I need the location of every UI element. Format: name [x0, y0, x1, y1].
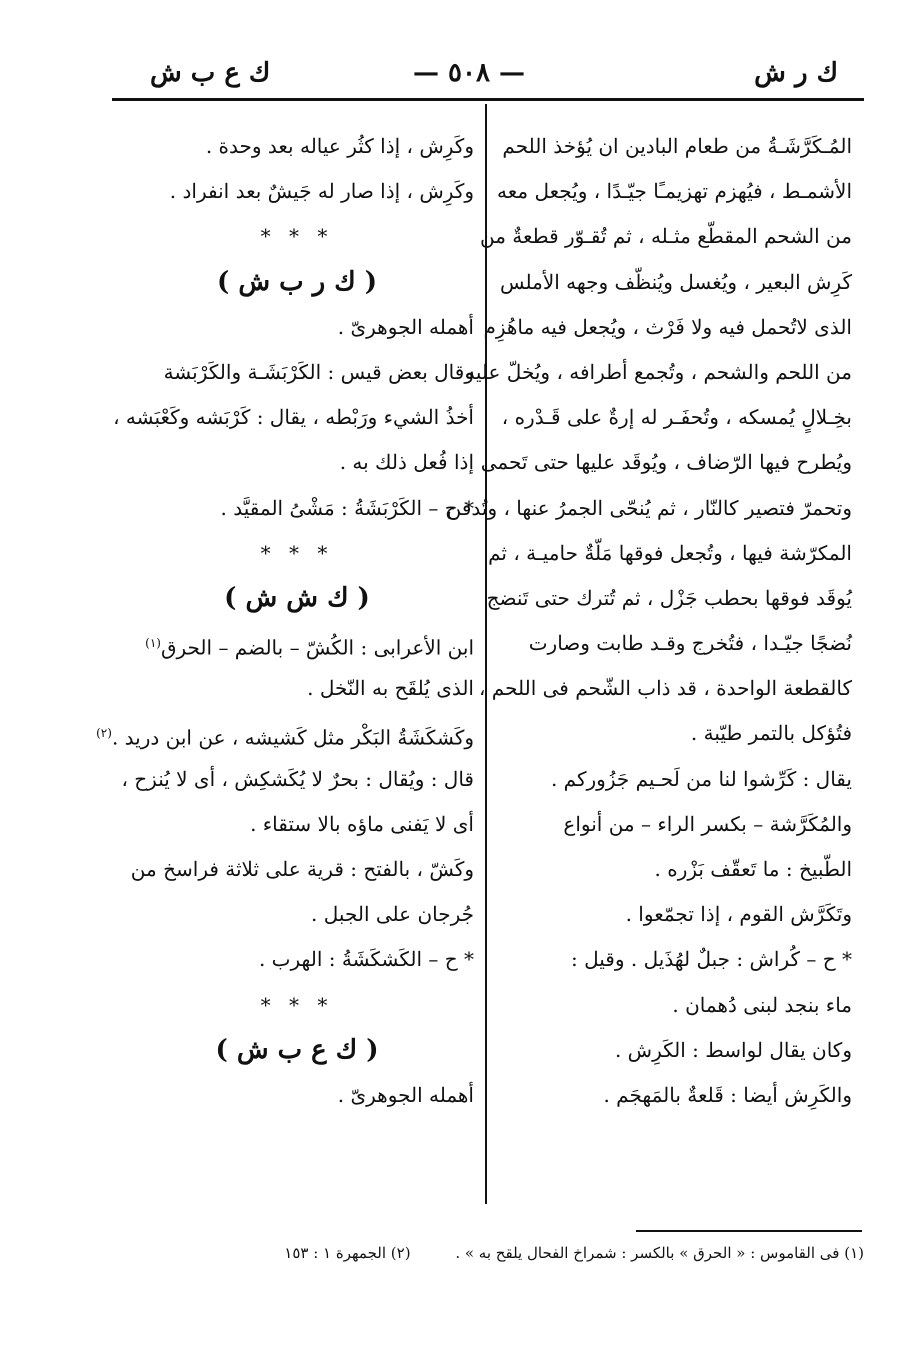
text-line	[120, 486, 474, 531]
text-line	[120, 621, 474, 666]
text-line	[120, 305, 474, 350]
line-text: الذى يُلقَح به النّخل .	[307, 676, 474, 701]
header-left-root: ك ع ب ش	[150, 58, 271, 88]
column-divider	[485, 104, 487, 1204]
line-text: * * *	[260, 540, 334, 565]
footnote-marker: (١)	[145, 636, 161, 651]
line-text: نُضجًا جيّـدا ، فتُخرج وقـد طابت وصارت	[528, 631, 852, 656]
line-text: * * *	[260, 992, 334, 1017]
line-text: ويُطرح فيها الرّضاف ، ويُوقَد عليها حتى تَحمى	[480, 450, 852, 475]
text-line	[500, 1073, 852, 1118]
text-line	[500, 395, 852, 440]
text-line	[500, 802, 852, 847]
text-line	[500, 983, 852, 1028]
line-text: وتحمرّ فتصير كالنّار ، ثم يُنحّى الجمرُ عنها ، وتُدفن	[446, 495, 852, 520]
line-text: * * *	[260, 224, 334, 249]
line-text: * ح – كُراش : جبلٌ لهُذَيل . وقيل :	[571, 947, 852, 972]
header-right-root: ك ر ش	[754, 58, 838, 88]
text-line	[120, 1073, 474, 1118]
line-text: أى لا يَفنى ماؤه بالا ستقاء .	[250, 811, 474, 836]
line-text: الأشمـط ، فيُهزم تهزيمـًا جيّـدًا ، ويُجعل معه	[497, 179, 852, 204]
entry-heading	[120, 260, 474, 305]
text-line	[500, 621, 852, 666]
header-rule	[112, 98, 864, 101]
text-line	[96, 711, 474, 756]
text-line	[120, 169, 474, 214]
text-line	[465, 350, 852, 395]
line-text: يقال : كَرِّشوا لنا من لَحـيم جَزُوركم .	[550, 766, 852, 791]
line-text: وكان يقال لواسط : الكَرِش .	[614, 1037, 852, 1062]
right-column	[446, 124, 852, 1118]
text-line	[483, 305, 852, 350]
line-text: ماء بنجد لبنى دُهمان .	[672, 992, 852, 1017]
line-text: أهمله الجوهرىّ .	[337, 314, 474, 339]
text-line	[480, 214, 852, 259]
text-line	[500, 937, 852, 982]
text-line	[480, 440, 852, 485]
line-text: وكَشكَشَةُ البَكْر مثل كَشيشه ، عن ابن دريد .	[111, 726, 474, 751]
line-text: ( ك ر ب ش )	[216, 266, 378, 297]
line-text: * ح – الكَرْبَشَةُ : مَشْىُ المقيَّد .	[220, 495, 474, 520]
line-text: وكَرِش ، إذا صار له جَيشٌ بعد انفراد .	[169, 179, 474, 204]
line-text: فتُؤكل بالتمر طيّبة .	[690, 721, 852, 746]
line-text: ( ك ش ش )	[224, 582, 370, 613]
footnote-2: (٢) الجمهرة ١ : ١٥٣	[284, 1244, 411, 1262]
line-text: من الشحم المقطّع مثـله ، ثم تُقـوّر قطعةٌ من	[480, 224, 852, 249]
footnote-rule	[636, 1230, 862, 1232]
text-line	[120, 757, 474, 802]
line-text: إذا فُعل ذلك به .	[339, 450, 474, 475]
text-line	[120, 937, 474, 982]
section-separator	[120, 983, 474, 1028]
entry-heading	[120, 576, 474, 621]
line-text: يُوقَد فوقها بحطب جَزْل ، ثم تُترك حتى تَنضج	[486, 585, 852, 610]
line-text: كَرِش البعير ، ويُغسل ويُنظّف وجهه الأملس	[500, 269, 852, 294]
entry-heading	[120, 1028, 474, 1073]
text-line	[120, 892, 474, 937]
text-line	[120, 847, 474, 892]
page-number: — ٥٠٨ —	[412, 58, 526, 88]
footnote-1: (١) فى القاموس : « الحرق » بالكسر : شمراخ الفحال يلقح به » .	[455, 1244, 864, 1262]
text-line	[488, 531, 852, 576]
text-line	[500, 1028, 852, 1073]
text-line	[120, 124, 474, 169]
text-line	[120, 666, 474, 711]
text-line	[500, 892, 852, 937]
line-text: الذى لاتُحمل فيه ولا فَرْث ، ويُجعل فيه ماهُزِم	[483, 314, 852, 339]
line-text: والكَرِش أيضا : قَلعةٌ بالمَهجَم .	[603, 1082, 852, 1107]
line-text: وكَشّ ، بالفتح : قرية على ثلاثة فراسخ من	[130, 857, 474, 881]
text-line	[486, 576, 852, 621]
text-line	[113, 395, 474, 440]
section-separator	[120, 214, 474, 259]
line-text: قال : ويُقال : بحرٌ لا يُكَشكِش ، أى لا يُنزح ،	[121, 766, 474, 791]
line-text: أخذُ الشيء ورَبْطه ، يقال : كَرْبَشه وكَعْبَشه ،	[113, 405, 474, 430]
text-line	[478, 666, 852, 711]
line-text: وكَرِش ، إذا كثُر عياله بعد وحدة .	[205, 134, 474, 158]
text-line	[120, 802, 474, 847]
text-line	[446, 486, 852, 531]
line-text: ( ك ع ب ش )	[215, 1034, 379, 1065]
line-text: جُرجان على الجبل .	[311, 902, 474, 927]
line-text: ابن الأعرابى : الكُشّ – بالضم – الحرق	[160, 635, 474, 660]
text-line	[500, 124, 852, 169]
text-line	[500, 847, 852, 892]
line-text: من اللحم والشحم ، وتُجمع أطرافه ، ويُخلّ عليه	[465, 359, 852, 384]
line-text: المُـكَرَّشَـةُ من طعام البادين ان يُؤخذ اللحم	[502, 134, 852, 158]
text-line	[497, 169, 852, 214]
text-line	[120, 440, 474, 485]
text-line	[120, 350, 474, 395]
text-line	[500, 260, 852, 305]
line-text: أهمله الجوهرىّ .	[337, 1082, 474, 1107]
section-separator	[120, 531, 474, 576]
line-text: وقال بعض قيس : الكَرْبَشَـة والكَرْبَشة	[163, 359, 474, 384]
left-column	[96, 124, 474, 1118]
text-line	[500, 711, 852, 756]
line-text: كالقطعة الواحدة ، قد ذاب الشّحم فى اللحم ،	[478, 676, 852, 701]
line-text: والمُكَرَّشة – بكسر الراء – من أنواع	[563, 811, 852, 836]
line-text: المكرّشة فيها ، وتُجعل فوقها مَلّةٌ حاميـة ، ثم	[488, 540, 852, 565]
line-text: بخِـلالٍ يُمسكه ، وتُحفَـر له إرةٌ على قَـدْره ،	[501, 405, 852, 430]
footnote-marker: (٢)	[96, 726, 112, 741]
text-line	[500, 757, 852, 802]
line-text: * ح – الكَشكَشَةُ : الهرب .	[258, 947, 474, 972]
footnotes	[140, 1244, 864, 1262]
line-text: الطّبيخ : ما تَعقّف بَزْره .	[654, 857, 852, 881]
line-text: وتَكَرَّش القوم ، إذا تجمّعوا .	[625, 902, 852, 927]
